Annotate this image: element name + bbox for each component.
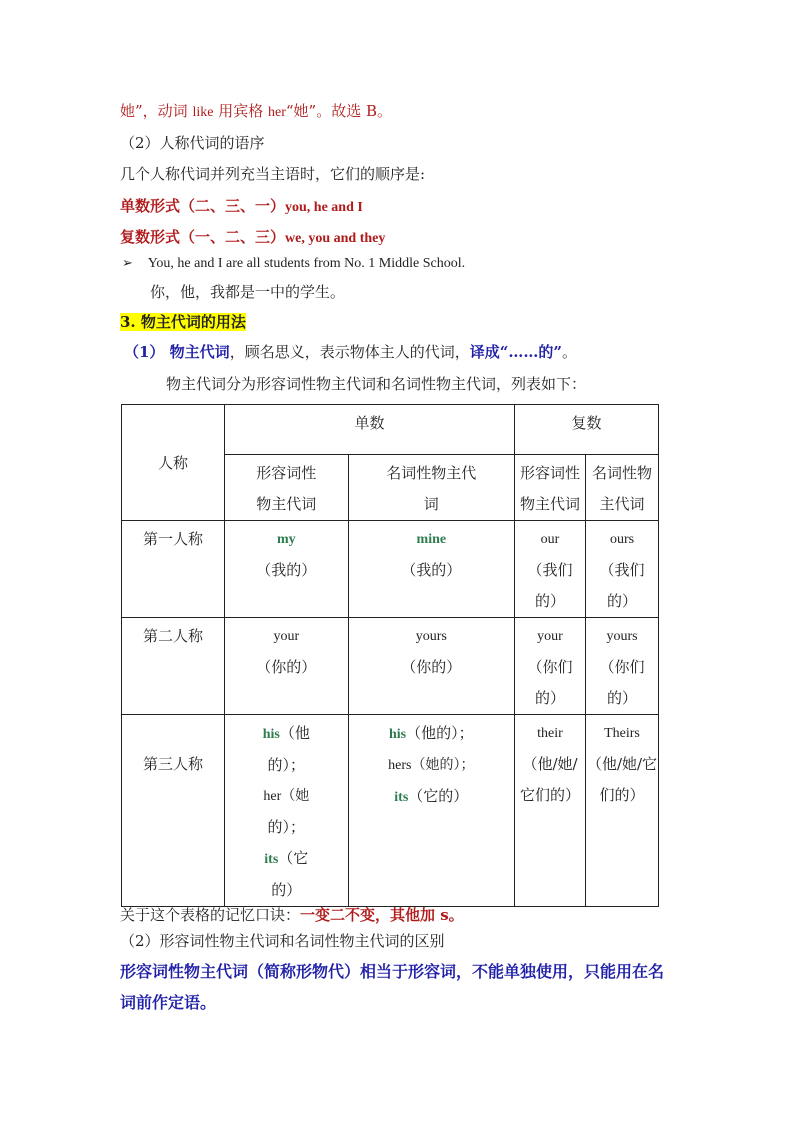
possessive-definition: （1） 物主代词，顾名思义，表示物体主人的代词，译成“……的”。	[124, 343, 577, 361]
row-label: 第一人称	[122, 521, 225, 618]
plural-order-rule: 复数形式（一、二、三）we, you and they	[120, 228, 386, 246]
adj-possessive-header-plural: 形容词性 物主代词	[515, 455, 586, 521]
memory-tip: 关于这个表格的记忆口诀：一变二不变，其他加 s。	[120, 906, 464, 924]
difference-rule-line-1: 形容词性物主代词（简称形物代）相当于形容词，不能单独使用，只能用在名	[120, 962, 665, 981]
arrow-bullet-icon: ➢	[122, 256, 133, 271]
noun-possessive-header-singular: 名词性物主代 词	[348, 455, 514, 521]
table-intro: 物主代词分为形容词性物主代词和名词性物主代词，列表如下：	[166, 375, 587, 393]
singular-header: 单数	[225, 405, 515, 455]
subsection-heading-difference: （2）形容词性物主代词和名词性物主代词的区别	[120, 932, 445, 950]
example-sentence: ➢ You, he and I are all students from No. 1 Middle School.	[122, 256, 466, 271]
row-label: 第二人称	[122, 618, 225, 715]
plural-header: 复数	[515, 405, 659, 455]
person-header: 人称	[122, 405, 225, 521]
adj-possessive-header-singular: 形容词性 物主代词	[225, 455, 349, 521]
section-heading-possessive: 3. 物主代词的用法	[120, 313, 246, 331]
word-order-intro: 几个人称代词并列充当主语时，它们的顺序是:	[120, 165, 426, 183]
row-label: 第三人称	[122, 715, 225, 907]
noun-possessive-header-plural: 名词性物 主代词	[586, 455, 659, 521]
subsection-heading-word-order: （2）人称代词的语序	[120, 134, 265, 152]
example-translation: 你，他，我都是一中的学生。	[150, 283, 346, 301]
table-row-second-person: 第二人称 your （你的） yours （你的） your （你们 的） yours （你们 的）	[122, 618, 659, 715]
answer-explanation-line: 她”，动词 like 用宾格 her“她”。故选 B。	[120, 102, 393, 120]
table-row-third-person: 第三人称 his（他 的）； her（她 的）； its（它 的） his（他的）； hers（她的）； its（它的） their （他/她/ 它们的） Theirs （他/她/它 们的）	[122, 715, 659, 907]
difference-rule-line-2: 词前作定语。	[120, 993, 217, 1012]
possessive-pronoun-table	[121, 404, 659, 907]
table-row-first-person: 第一人称 my （我的） mine （我的） our （我们 的） ours （我们 的）	[122, 521, 659, 618]
singular-order-rule: 单数形式（二、三、一）you, he and I	[120, 197, 363, 215]
